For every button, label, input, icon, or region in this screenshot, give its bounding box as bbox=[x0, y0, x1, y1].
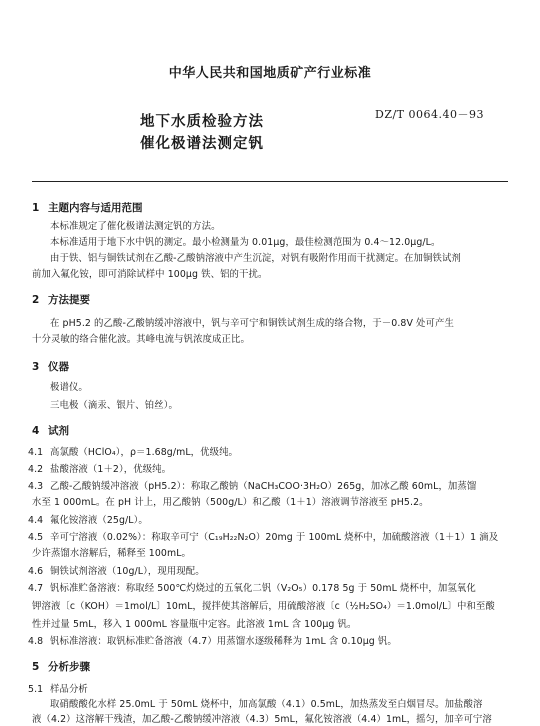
section-title: 方法提要 bbox=[48, 294, 90, 306]
section-number: 5 bbox=[32, 661, 40, 673]
paragraph-line: 极谱仪。 bbox=[50, 382, 88, 393]
item-number: 4.1 bbox=[28, 447, 44, 458]
item-number: 4.3 bbox=[28, 481, 44, 492]
item-text: 样品分析 bbox=[50, 684, 88, 695]
section-heading-1 bbox=[32, 200, 143, 215]
document-title-line1: 地下水质检验方法 bbox=[140, 114, 264, 130]
section-title: 分析步骤 bbox=[48, 661, 90, 673]
paragraph-line: 性并过量 5mL，移入 1 000mL 容量瓶中定容。此溶液 1mL 含 100μg 钒。 bbox=[32, 619, 357, 630]
section-title: 仪器 bbox=[48, 361, 69, 373]
reagent-item-4-6 bbox=[28, 565, 205, 578]
reagent-item-4-1 bbox=[28, 446, 238, 459]
item-text: 铜铁试剂溶液（10g/L），现用现配。 bbox=[50, 566, 205, 577]
document-title-line2: 催化极谱法测定钒 bbox=[140, 136, 264, 152]
paragraph-line: 少许蒸馏水溶解后，稀释至 100mL。 bbox=[32, 548, 192, 559]
item-text: 钒标准溶液：取钒标准贮备溶液（4.7）用蒸馏水逐级稀释为 1mL 含 0.10μg 钒。 bbox=[50, 636, 397, 647]
reagent-item-4-7 bbox=[28, 582, 476, 595]
reagent-item-4-5 bbox=[28, 531, 498, 544]
section-number: 4 bbox=[32, 425, 40, 437]
paragraph-line: 三电极（滴汞、银片、铂丝）。 bbox=[50, 400, 178, 411]
paragraph-line: 本标准适用于地下水中钒的测定。最小检测量为 0.01μg，最佳检测范围为 0.4～12.0μg/L。 bbox=[50, 237, 441, 248]
paragraph-line: 前加入氟化铵，即可消除试样中 100μg 铁、铝的干扰。 bbox=[32, 269, 268, 280]
paragraph-line: 钾溶液〔c（KOH）＝1mol/L〕10mL，搅拌使其溶解后，用硫酸溶液〔c（½H₂SO₄）＝1.0mol/L〕中和至酸 bbox=[32, 601, 495, 612]
section-number: 1 bbox=[32, 202, 40, 214]
item-number: 4.4 bbox=[28, 515, 44, 526]
paragraph-line: 在 pH5.2 的乙酸-乙酸钠缓冲溶液中，钒与辛可宁和铜铁试剂生成的络合物，于－0.8V 处可产生 bbox=[50, 318, 454, 329]
standard-number: DZ/T 0064.40－93 bbox=[375, 108, 484, 121]
document-header: 中华人民共和国地质矿产行业标准 bbox=[168, 66, 372, 81]
section-heading-4 bbox=[32, 423, 69, 438]
section-title: 试剂 bbox=[48, 425, 69, 437]
item-number: 4.2 bbox=[28, 464, 44, 475]
item-number: 4.5 bbox=[28, 532, 44, 543]
item-text: 乙酸-乙酸钠缓冲溶液（pH5.2）：称取乙酸钠（NaCH₃COO·3H₂O）265g，加冰乙酸 60mL，加蒸馏 bbox=[50, 481, 477, 492]
paragraph-line: 由于铁、铝与铜铁试剂在乙酸-乙酸钠溶液中产生沉淀，对钒有吸附作用而干扰测定。在加铜铁试剂 bbox=[50, 253, 461, 264]
item-number: 5.1 bbox=[28, 684, 44, 695]
item-number: 4.8 bbox=[28, 636, 44, 647]
section-heading-2 bbox=[32, 292, 90, 307]
paragraph-line: 十分灵敏的络合催化波。其峰电流与钒浓度成正比。 bbox=[32, 334, 250, 345]
section-heading-5 bbox=[32, 659, 90, 674]
header-divider bbox=[32, 181, 508, 182]
paragraph-line: 取硝酸酸化水样 25.0mL 于 50mL 烧杯中，加高氯酸（4.1）0.5mL，加热蒸发至白烟冒尽。加盐酸溶 bbox=[50, 699, 483, 710]
item-text: 高氯酸（HClO₄），ρ＝1.68g/mL，优级纯。 bbox=[50, 447, 239, 458]
paragraph-line: 水至 1 000mL。在 pH 计上，用乙酸钠（500g/L）和乙酸（1＋1）溶液调节溶液至 pH5.2。 bbox=[32, 497, 429, 508]
subsection-5-1 bbox=[28, 683, 88, 696]
item-text: 辛可宁溶液（0.02%）：称取辛可宁（C₁₉H₂₂N₂O）20mg 于 100mL 烧杯中，加硫酸溶液（1＋1）1 滴及 bbox=[50, 532, 499, 543]
section-number: 2 bbox=[32, 294, 40, 306]
item-text: 氟化铵溶液（25g/L）。 bbox=[50, 515, 148, 526]
item-text: 盐酸溶液（1＋2），优级纯。 bbox=[50, 464, 172, 475]
item-number: 4.7 bbox=[28, 583, 44, 594]
reagent-item-4-3 bbox=[28, 480, 476, 493]
reagent-item-4-4 bbox=[28, 514, 148, 527]
paragraph-line: 本标准规定了催化极谱法测定钒的方法。 bbox=[50, 221, 221, 232]
section-title: 主题内容与适用范围 bbox=[48, 202, 143, 214]
item-text: 钒标准贮备溶液：称取经 500℃灼烧过的五氧化二钒（V₂O₅）0.178 5g 于 50mL 烧杯中，加氢氧化 bbox=[50, 583, 476, 594]
section-heading-3 bbox=[32, 359, 69, 374]
reagent-item-4-2 bbox=[28, 463, 171, 476]
paragraph-line: 液（4.2）这溶解干残渣，加乙酸-乙酸钠缓冲溶液（4.3）5mL，氟化铵溶液（4.4）1mL，摇匀，加辛可宁溶 bbox=[32, 714, 492, 725]
reagent-item-4-8 bbox=[28, 635, 397, 648]
section-number: 3 bbox=[32, 361, 40, 373]
item-number: 4.6 bbox=[28, 566, 44, 577]
